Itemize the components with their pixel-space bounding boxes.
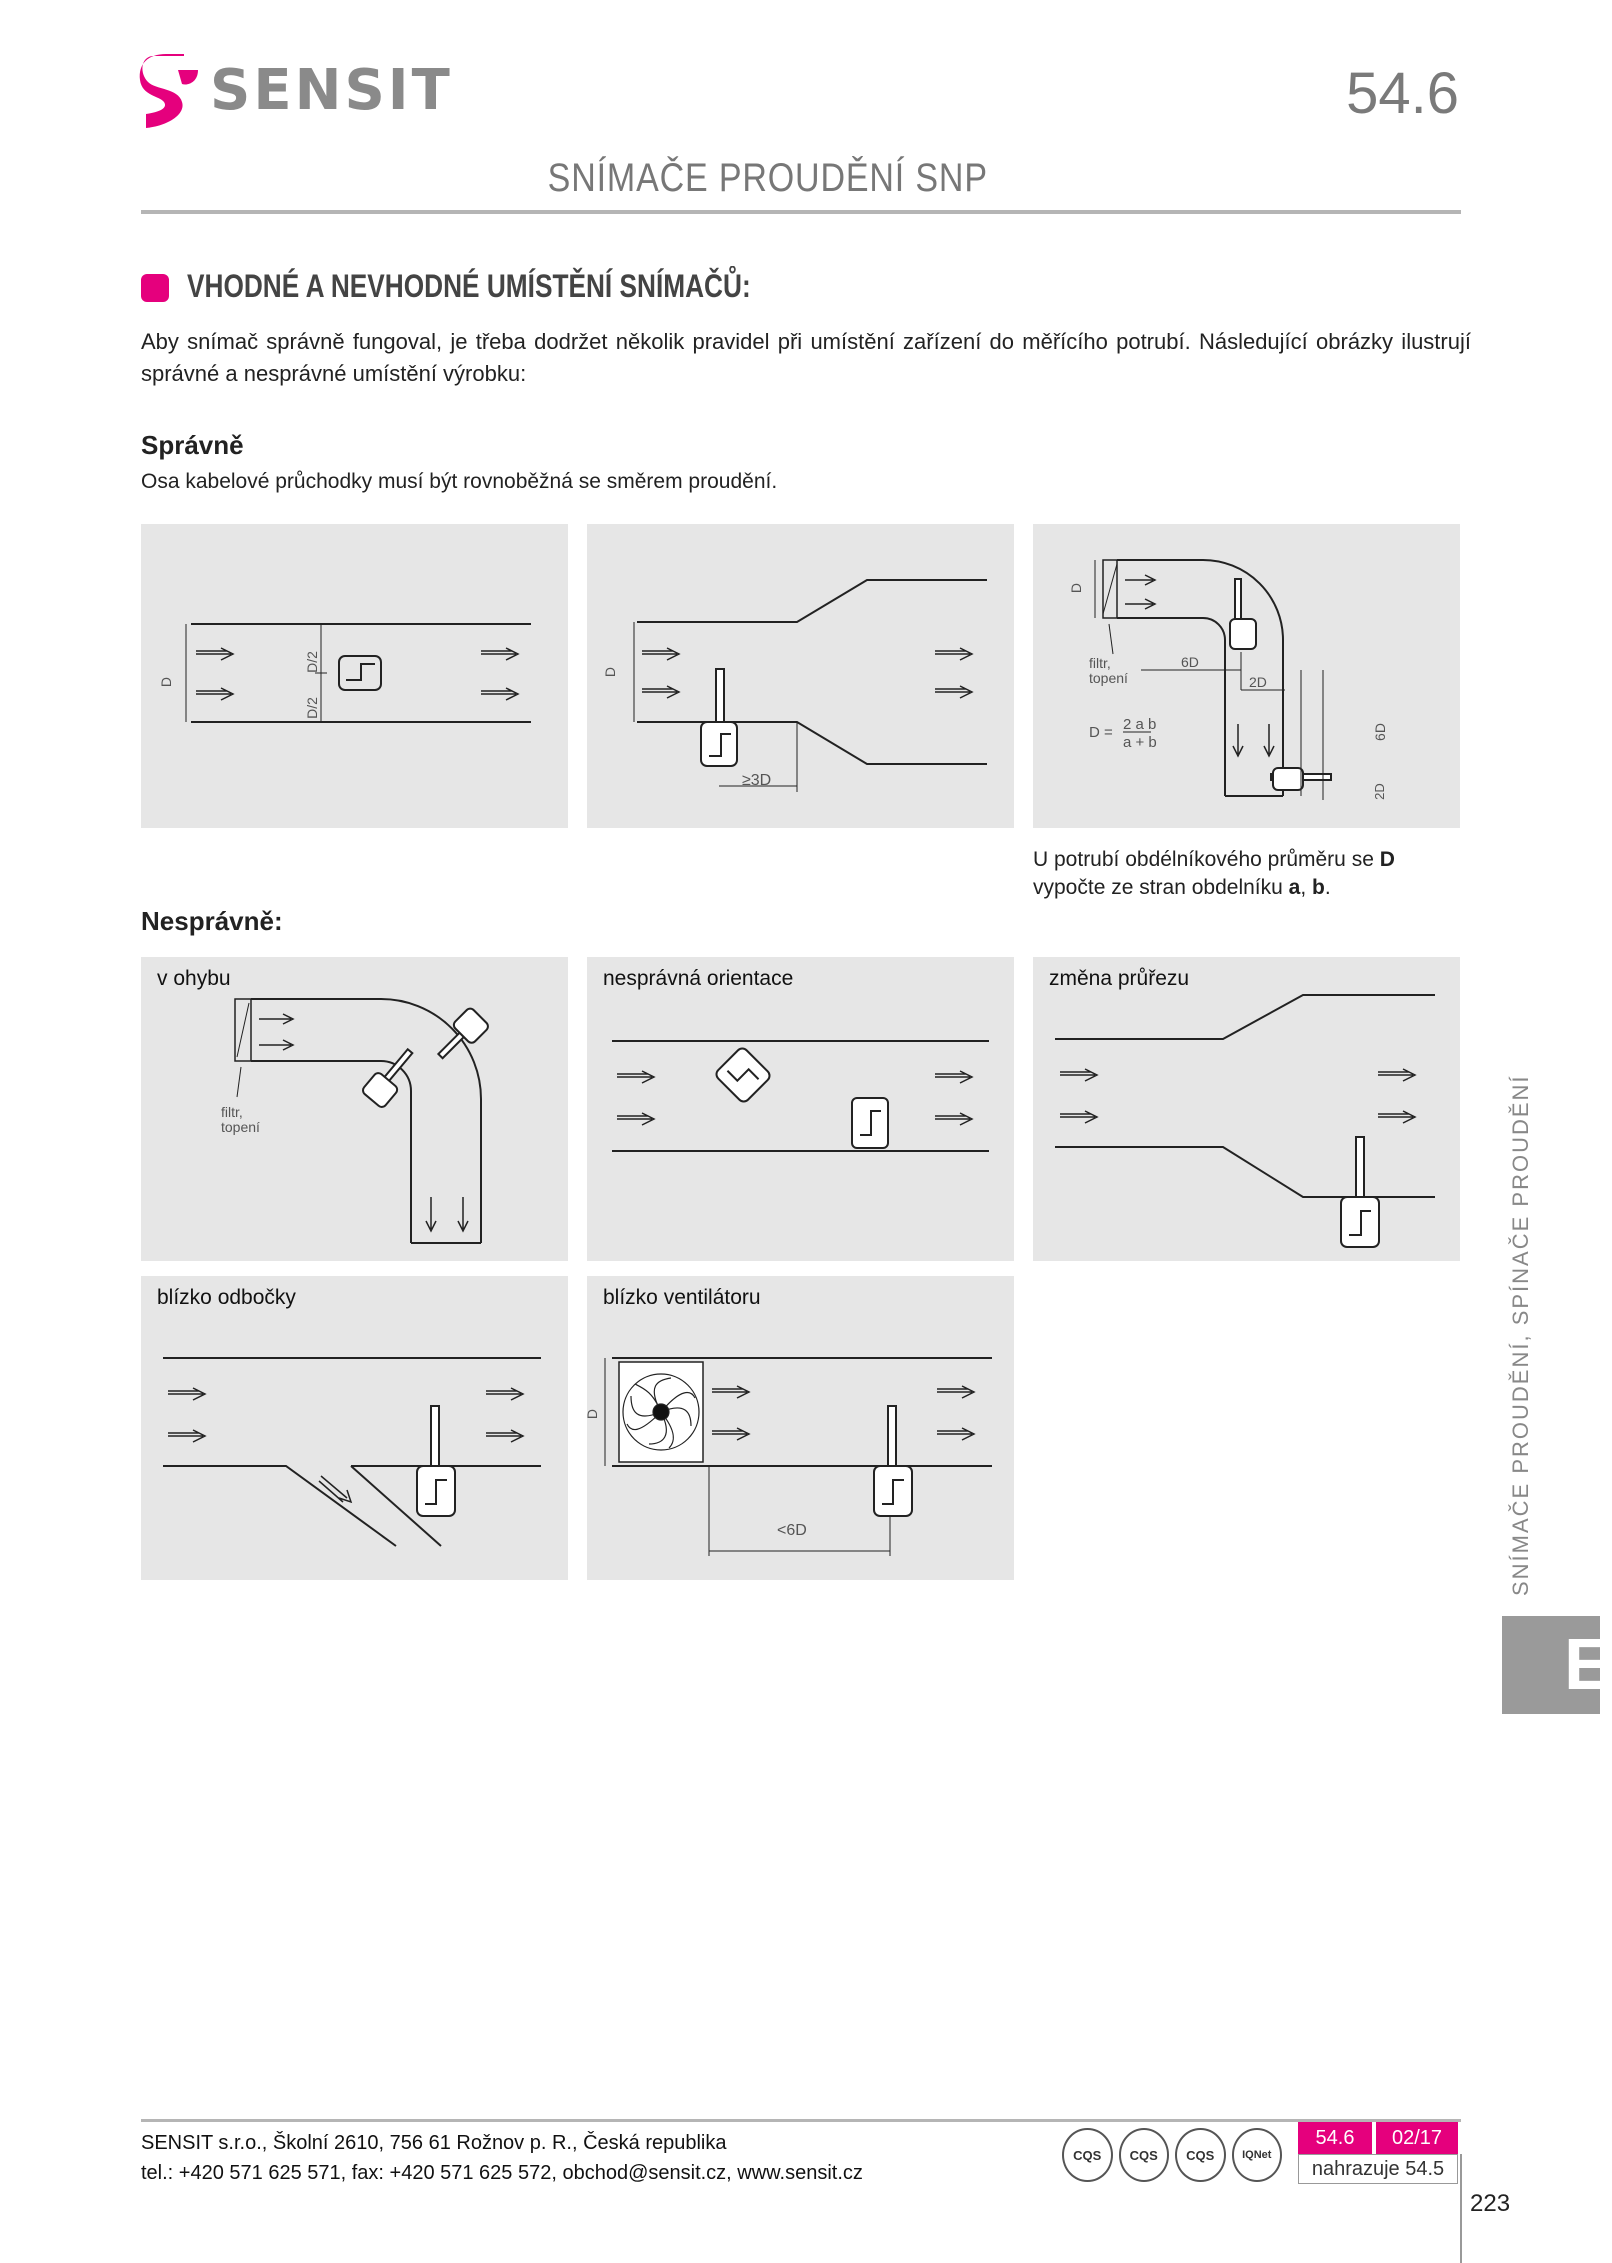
page-footer-number: 223	[1470, 2190, 1511, 2217]
footer-vertical-rule	[1460, 2154, 1462, 2263]
filter-heater-label	[1089, 656, 1128, 686]
diameter-label: D	[602, 666, 619, 678]
section-heading: VHODNÉ A NEVHODNÉ UMÍSTĚNÍ SNÍMAČŮ:	[187, 268, 751, 304]
diameter-label: D	[584, 1408, 601, 1420]
correct-diagram-straight	[141, 524, 568, 828]
footer-address	[141, 2128, 863, 2188]
section-bullet-icon	[141, 274, 169, 302]
cert-logo-icon: CQS	[1062, 2128, 1113, 2182]
brand-name: SENSIT	[210, 58, 453, 123]
replaces-box: nahrazuje 54.5	[1298, 2154, 1458, 2184]
footer-line-1: SENSIT s.r.o., Školní 2610, 756 61 Rožnov p. R., Česká republika	[141, 2132, 727, 2154]
panel-label: změna průřezu	[1049, 967, 1190, 990]
half-diameter-label-bottom: D/2	[303, 697, 320, 719]
correct-note: Osa kabelové průchodky musí být rovnoběžná se směrem proudění.	[141, 470, 778, 493]
filter-label: filtr,	[221, 1104, 243, 1120]
footer-line-2: tel.: +420 571 625 571, fax: +420 571 625 572, obchod@sensit.cz, www.sensit.cz	[141, 2162, 863, 2184]
diameter-label: D	[158, 676, 175, 688]
distance-label: <6D	[777, 1522, 807, 1539]
cert-logo-icon: CQS	[1175, 2128, 1226, 2182]
formula-lhs: D =	[1089, 724, 1113, 741]
heater-label: topení	[1089, 670, 1128, 686]
doc-date-box: 02/17	[1376, 2122, 1458, 2154]
correct-diagram-bend	[1033, 524, 1460, 828]
diameter-label: D	[1068, 582, 1085, 594]
six-d-vertical-label: 6D	[1371, 723, 1388, 741]
heater-label: topení	[221, 1119, 260, 1135]
sidebar-category-text: SNÍMAČE PROUDĚNÍ, SPÍNAČE PROUDĚNÍ	[1508, 1074, 1533, 1596]
rect-duct-note	[1033, 846, 1453, 902]
panel-label: v ohybu	[157, 967, 231, 990]
rect-note-d: D	[1379, 848, 1395, 871]
sidebar-tab-letter: E	[1564, 1625, 1612, 1705]
header-rule	[141, 210, 1461, 214]
sensit-s-icon	[138, 52, 200, 132]
panel-label: blízko ventilátoru	[603, 1286, 761, 1309]
doc-code-box: 54.6	[1298, 2122, 1372, 2154]
incorrect-diagram-bend	[141, 957, 568, 1261]
brand-logo	[138, 52, 453, 132]
distance-label: ≥3D	[742, 772, 772, 789]
page-title: SNÍMAČE PROUDĚNÍ SNP	[547, 156, 988, 200]
formula-numerator: 2 a b	[1123, 716, 1157, 733]
panel-label: nesprávná orientace	[603, 967, 794, 990]
rect-note-text-2: vypočte ze stran obdelníku	[1033, 876, 1289, 899]
incorrect-diagram-fan	[584, 1276, 1014, 1580]
section-intro: Aby snímač správně fungoval, je třeba dodržet několik pravidel při umístění zařízení do měřícího potrubí. Následující obrázky ilustrují správné a nesprávné umístění výrobku:	[141, 329, 1471, 386]
page-number: 54.6	[1346, 61, 1459, 126]
incorrect-diagram-cross-section	[1033, 957, 1460, 1261]
rect-note-b: b	[1312, 876, 1325, 899]
certification-logos	[1062, 2128, 1282, 2182]
rect-note-sep: ,	[1300, 876, 1313, 899]
two-d-horizontal-label: 2D	[1249, 674, 1267, 690]
rect-note-end: .	[1324, 876, 1331, 899]
filter-heater-label	[221, 1105, 260, 1135]
rect-note-a: a	[1288, 876, 1301, 899]
sidebar-tab	[1502, 1616, 1612, 1714]
footer-rule	[141, 2119, 1461, 2122]
panel-label: blízko odbočky	[157, 1286, 296, 1309]
filter-label: filtr,	[1089, 655, 1111, 671]
correct-diagram-narrowing	[587, 524, 1014, 828]
cert-logo-icon: CQS	[1119, 2128, 1170, 2182]
cert-logo-icon: IQNet	[1232, 2128, 1283, 2182]
incorrect-diagram-orientation	[587, 957, 1014, 1261]
formula-denominator: a + b	[1123, 734, 1157, 751]
incorrect-heading: Nesprávně:	[141, 906, 283, 936]
six-d-horizontal-label: 6D	[1181, 654, 1199, 670]
half-diameter-label-top: D/2	[303, 651, 320, 673]
two-d-vertical-label: 2D	[1371, 783, 1387, 800]
correct-heading: Správně	[141, 430, 244, 460]
incorrect-diagram-branch	[141, 1276, 568, 1580]
rect-note-text-1: U potrubí obdélníkového průměru se	[1033, 848, 1380, 871]
